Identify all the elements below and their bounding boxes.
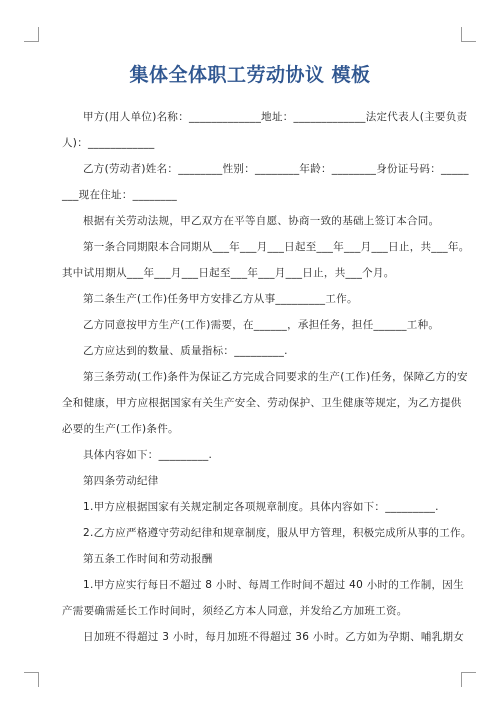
document-body <box>62 104 472 650</box>
crop-mark-bottom-left <box>24 672 39 687</box>
article-5-overtime-line: 日加班不得超过 3 小时，每月加班不得超过 36 小时。乙方如为孕期、哺乳期女 <box>83 631 465 643</box>
article-4-heading: 第四条劳动纪律 <box>83 475 159 487</box>
crop-mark-bottom-right <box>461 672 476 687</box>
party-b-line-2: ___现在住址：________ <box>62 189 178 201</box>
article-1-line-1: 第一条合同期限本合同期从___年___月___日起至___年___月___日止，共___年。 <box>83 241 470 253</box>
article-3-line-1: 第三条劳动(工作)条件为保证乙方完成合同要求的生产(工作)任务，保障乙方的安 <box>83 371 468 383</box>
party-a-line-2: 人)：____________ <box>62 137 155 149</box>
crop-mark-top-right <box>461 27 476 42</box>
preamble-paragraph: 根据有关劳动法规，甲乙双方在平等自愿、协商一致的基础上签订本合同。 <box>83 215 440 227</box>
article-1-line-2: 其中试用期从___年___月___日起至___年___月___日止，共___个月。 <box>62 267 395 279</box>
article-4-item-2: 2.乙方应严格遵守劳动纪律和规章制度，服从甲方管理，积极完成所从事的工作。 <box>83 527 472 539</box>
article-2-line-2: 乙方同意按甲方生产(工作)需要，在______，承担任务，担任______工种。 <box>83 319 440 331</box>
party-b-line-1: 乙方(劳动者)姓名：________性别：________年龄：________身份证号码：_____ <box>83 163 469 175</box>
article-3-line-2: 全和健康，甲方应根据国家有关生产安全、劳动保护、卫生健康等规定，为乙方提供 <box>62 397 462 409</box>
crop-mark-top-left <box>24 27 39 42</box>
article-4-item-1: 1.甲方应根据国家有关规定制定各项规章制度。具体内容如下：_________. <box>83 501 439 513</box>
document-title: 集体全体职工劳动协议 模板 <box>129 64 371 86</box>
article-5-heading: 第五条工作时间和劳动报酬 <box>83 553 213 565</box>
party-a-line-1: 甲方(用人单位)名称：_____________地址：_____________法定代表人(主要负责 <box>83 111 468 123</box>
article-5-item-1-line-2: 产需要确需延长工作时间时，须经乙方本人同意，并发给乙方加班工资。 <box>62 605 408 617</box>
article-3-details: 具体内容如下：_________. <box>83 449 213 461</box>
article-5-item-1-line-1: 1.甲方应实行每日不超过 8 小时、每周工作时间不超过 40 小时的工作制，因生 <box>83 579 464 591</box>
article-3-line-3: 必要的生产(工作)条件。 <box>62 423 179 435</box>
article-2-line-3: 乙方应达到的数量、质量指标：_________. <box>83 345 288 357</box>
article-2-heading-line: 第二条生产(工作)任务甲方安排乙方从事_________工作。 <box>83 293 358 305</box>
